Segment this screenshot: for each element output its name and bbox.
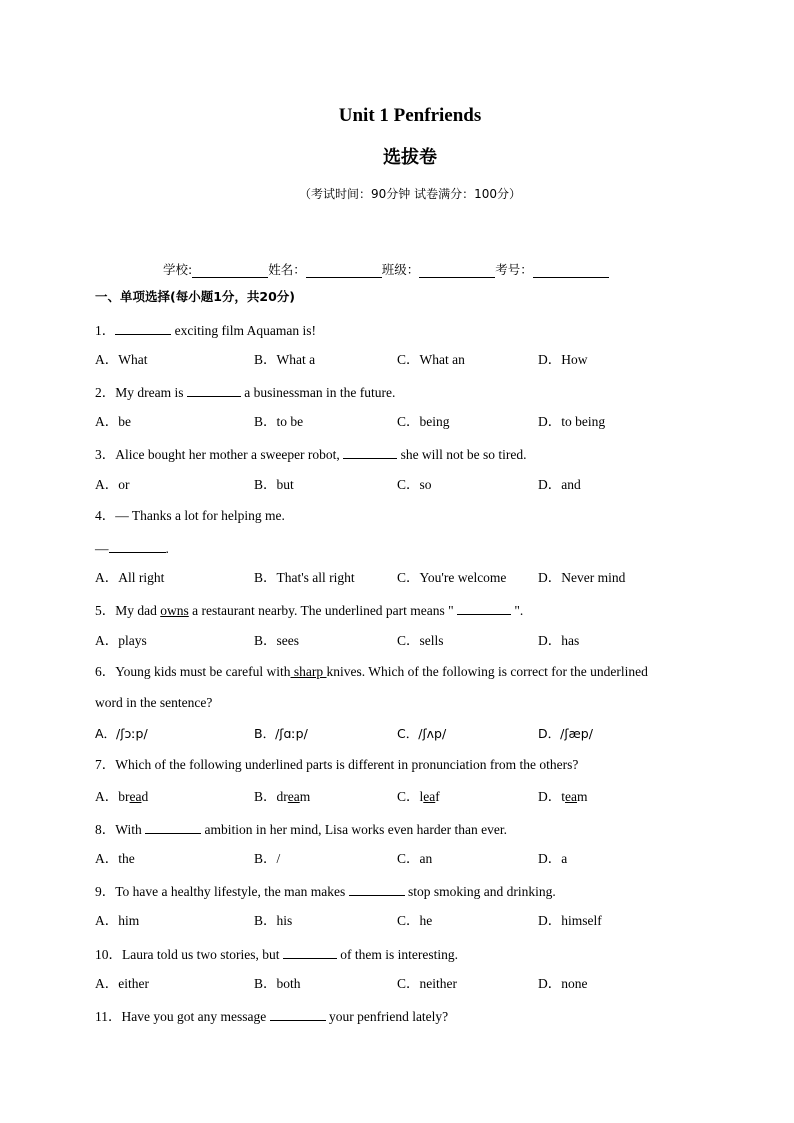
option-a[interactable]: A．All right	[95, 570, 165, 585]
option-c[interactable]: C．sells	[397, 633, 444, 648]
answer-blank[interactable]	[270, 1005, 326, 1021]
option-a[interactable]	[95, 787, 148, 807]
page-subtitle: 选拔卷	[383, 147, 437, 168]
school-label: 学校:	[163, 262, 193, 277]
option-text: d	[141, 789, 149, 804]
name-field[interactable]	[306, 261, 382, 278]
question-text: Laura told us two stories, but	[122, 947, 283, 962]
option-d[interactable]: D．has	[538, 633, 580, 648]
underlined-word: owns	[160, 603, 189, 618]
option-c[interactable]: C．You're welcome	[397, 570, 507, 585]
question-text: knives. Which of the following is correct for the underlined	[326, 664, 648, 679]
question-number: 3．	[95, 447, 116, 462]
option-b[interactable]	[254, 787, 310, 807]
exam-no-label: 考号：	[495, 262, 533, 277]
answer-blank[interactable]	[109, 537, 166, 553]
option-text: t	[561, 789, 566, 804]
question-text: stop smoking and drinking.	[404, 884, 556, 899]
option-c[interactable]: C．neither	[397, 976, 457, 991]
question-text: ".	[511, 603, 524, 618]
option-b[interactable]: B．That's all right	[254, 570, 355, 585]
question-number: 10．	[95, 947, 122, 962]
underlined-letters: ea	[423, 789, 436, 804]
question-number: 1．	[95, 323, 116, 338]
question-number: 6．	[95, 664, 116, 679]
option-c[interactable]: C．he	[397, 913, 433, 928]
option-a[interactable]: A．/ʃɔːp/	[95, 726, 148, 741]
option-b[interactable]: B．both	[254, 976, 301, 991]
option-b[interactable]: B．his	[254, 913, 293, 928]
question-2	[95, 381, 395, 401]
question-4-reply	[95, 537, 169, 557]
answer-blank[interactable]	[187, 381, 241, 397]
answer-blank[interactable]	[343, 443, 397, 459]
question-number: 4．	[95, 508, 116, 523]
option-b[interactable]: B．/	[254, 851, 281, 866]
option-c[interactable]: C．an	[397, 851, 433, 866]
option-a[interactable]: A．him	[95, 913, 140, 928]
page-title: Unit 1 Penfriends	[338, 105, 482, 126]
option-text: l	[419, 789, 424, 804]
question-text: To have a healthy lifestyle, the man makes	[115, 884, 349, 899]
option-d[interactable]: D．a	[538, 851, 568, 866]
option-a[interactable]: A．or	[95, 477, 130, 492]
option-d[interactable]: D．Never mind	[538, 570, 626, 585]
option-a[interactable]: A．plays	[95, 633, 147, 648]
question-9	[95, 880, 556, 900]
question-text: Alice bought her mother a sweeper robot,	[115, 447, 344, 462]
question-3	[95, 443, 527, 463]
option-b[interactable]: B．sees	[254, 633, 299, 648]
question-text: With	[115, 822, 146, 837]
question-number: 7．	[95, 757, 116, 772]
question-text: Have you got any message	[121, 1009, 270, 1024]
option-d[interactable]: D．How	[538, 352, 588, 367]
option-d[interactable]: D．to being	[538, 414, 606, 429]
question-10	[95, 943, 458, 963]
question-text: word in the sentence?	[95, 695, 213, 710]
question-number: 8．	[95, 822, 116, 837]
option-a[interactable]: A．the	[95, 851, 135, 866]
question-text: a restaurant nearby. The underlined part means "	[188, 603, 458, 618]
question-6	[95, 662, 648, 682]
option-d[interactable]: D．/ʃæp/	[538, 726, 593, 741]
question-text: she will not be so tired.	[397, 447, 527, 462]
period: .	[165, 541, 169, 556]
option-c[interactable]: C．being	[397, 414, 450, 429]
option-label: B．	[254, 789, 277, 804]
option-b[interactable]: B．/ʃɑːp/	[254, 726, 308, 741]
question-4	[95, 506, 285, 526]
option-b[interactable]: B．to be	[254, 414, 304, 429]
option-label: C．	[397, 789, 420, 804]
option-d[interactable]	[538, 787, 588, 807]
dash: —	[95, 541, 109, 556]
question-5	[95, 599, 523, 619]
question-11	[95, 1005, 448, 1025]
underlined-letters: ea	[565, 789, 577, 804]
question-text: My dad	[115, 603, 161, 618]
option-c[interactable]: C．so	[397, 477, 432, 492]
question-text: ambition in her mind, Lisa works even harder than ever.	[201, 822, 507, 837]
option-c[interactable]: C．/ʃʌp/	[397, 726, 447, 741]
option-text: m	[577, 789, 588, 804]
question-text: Which of the following underlined parts is different in pronunciation from the others?	[115, 757, 579, 772]
option-text: br	[118, 789, 130, 804]
option-a[interactable]: A．be	[95, 414, 131, 429]
option-c[interactable]: C．What an	[397, 352, 465, 367]
option-b[interactable]: B．but	[254, 477, 294, 492]
option-text: f	[435, 789, 440, 804]
answer-blank[interactable]	[145, 818, 201, 834]
school-field[interactable]	[192, 261, 268, 278]
question-text: — Thanks a lot for helping me.	[115, 508, 285, 523]
option-text: m	[299, 789, 311, 804]
question-7	[95, 755, 578, 775]
option-b[interactable]: B．What a	[254, 352, 316, 367]
option-label: A．	[95, 789, 119, 804]
option-text: dr	[276, 789, 288, 804]
option-d[interactable]: D．himself	[538, 913, 602, 928]
question-1	[95, 319, 316, 339]
class-field[interactable]	[419, 261, 495, 278]
exam-no-field[interactable]	[533, 261, 609, 278]
question-text: Young kids must be careful with	[115, 664, 291, 679]
name-label: 姓名：	[268, 262, 306, 277]
question-number: 11．	[95, 1009, 122, 1024]
student-info-fields	[163, 256, 609, 278]
underlined-letters: ea	[129, 789, 142, 804]
underlined-letters: ea	[287, 789, 300, 804]
question-8	[95, 818, 507, 838]
answer-blank[interactable]	[283, 943, 337, 959]
question-number: 2．	[95, 385, 116, 400]
answer-blank[interactable]	[115, 319, 171, 335]
question-text: a businessman in the future.	[240, 385, 396, 400]
section-heading: 一、单项选择(每小题1分，共20分)	[95, 289, 296, 304]
answer-blank[interactable]	[349, 880, 405, 896]
option-c[interactable]	[397, 787, 440, 807]
option-d[interactable]: D．and	[538, 477, 581, 492]
exam-info: （考试时间：90分钟 试卷满分：100分）	[299, 187, 521, 201]
question-number: 9．	[95, 884, 116, 899]
question-number: 5．	[95, 603, 116, 618]
answer-blank[interactable]	[457, 599, 511, 615]
option-a[interactable]: A．What	[95, 352, 148, 367]
question-text: exciting film Aquaman is!	[171, 323, 316, 338]
class-label: 班级：	[381, 262, 420, 277]
question-6-continued	[95, 693, 212, 713]
question-text: of them is interesting.	[336, 947, 458, 962]
option-a[interactable]: A．either	[95, 976, 149, 991]
question-text: My dream is	[115, 385, 187, 400]
option-label: D．	[538, 789, 562, 804]
underlined-word: sharp	[290, 664, 327, 679]
option-d[interactable]: D．none	[538, 976, 588, 991]
question-text: your penfriend lately?	[325, 1009, 449, 1024]
